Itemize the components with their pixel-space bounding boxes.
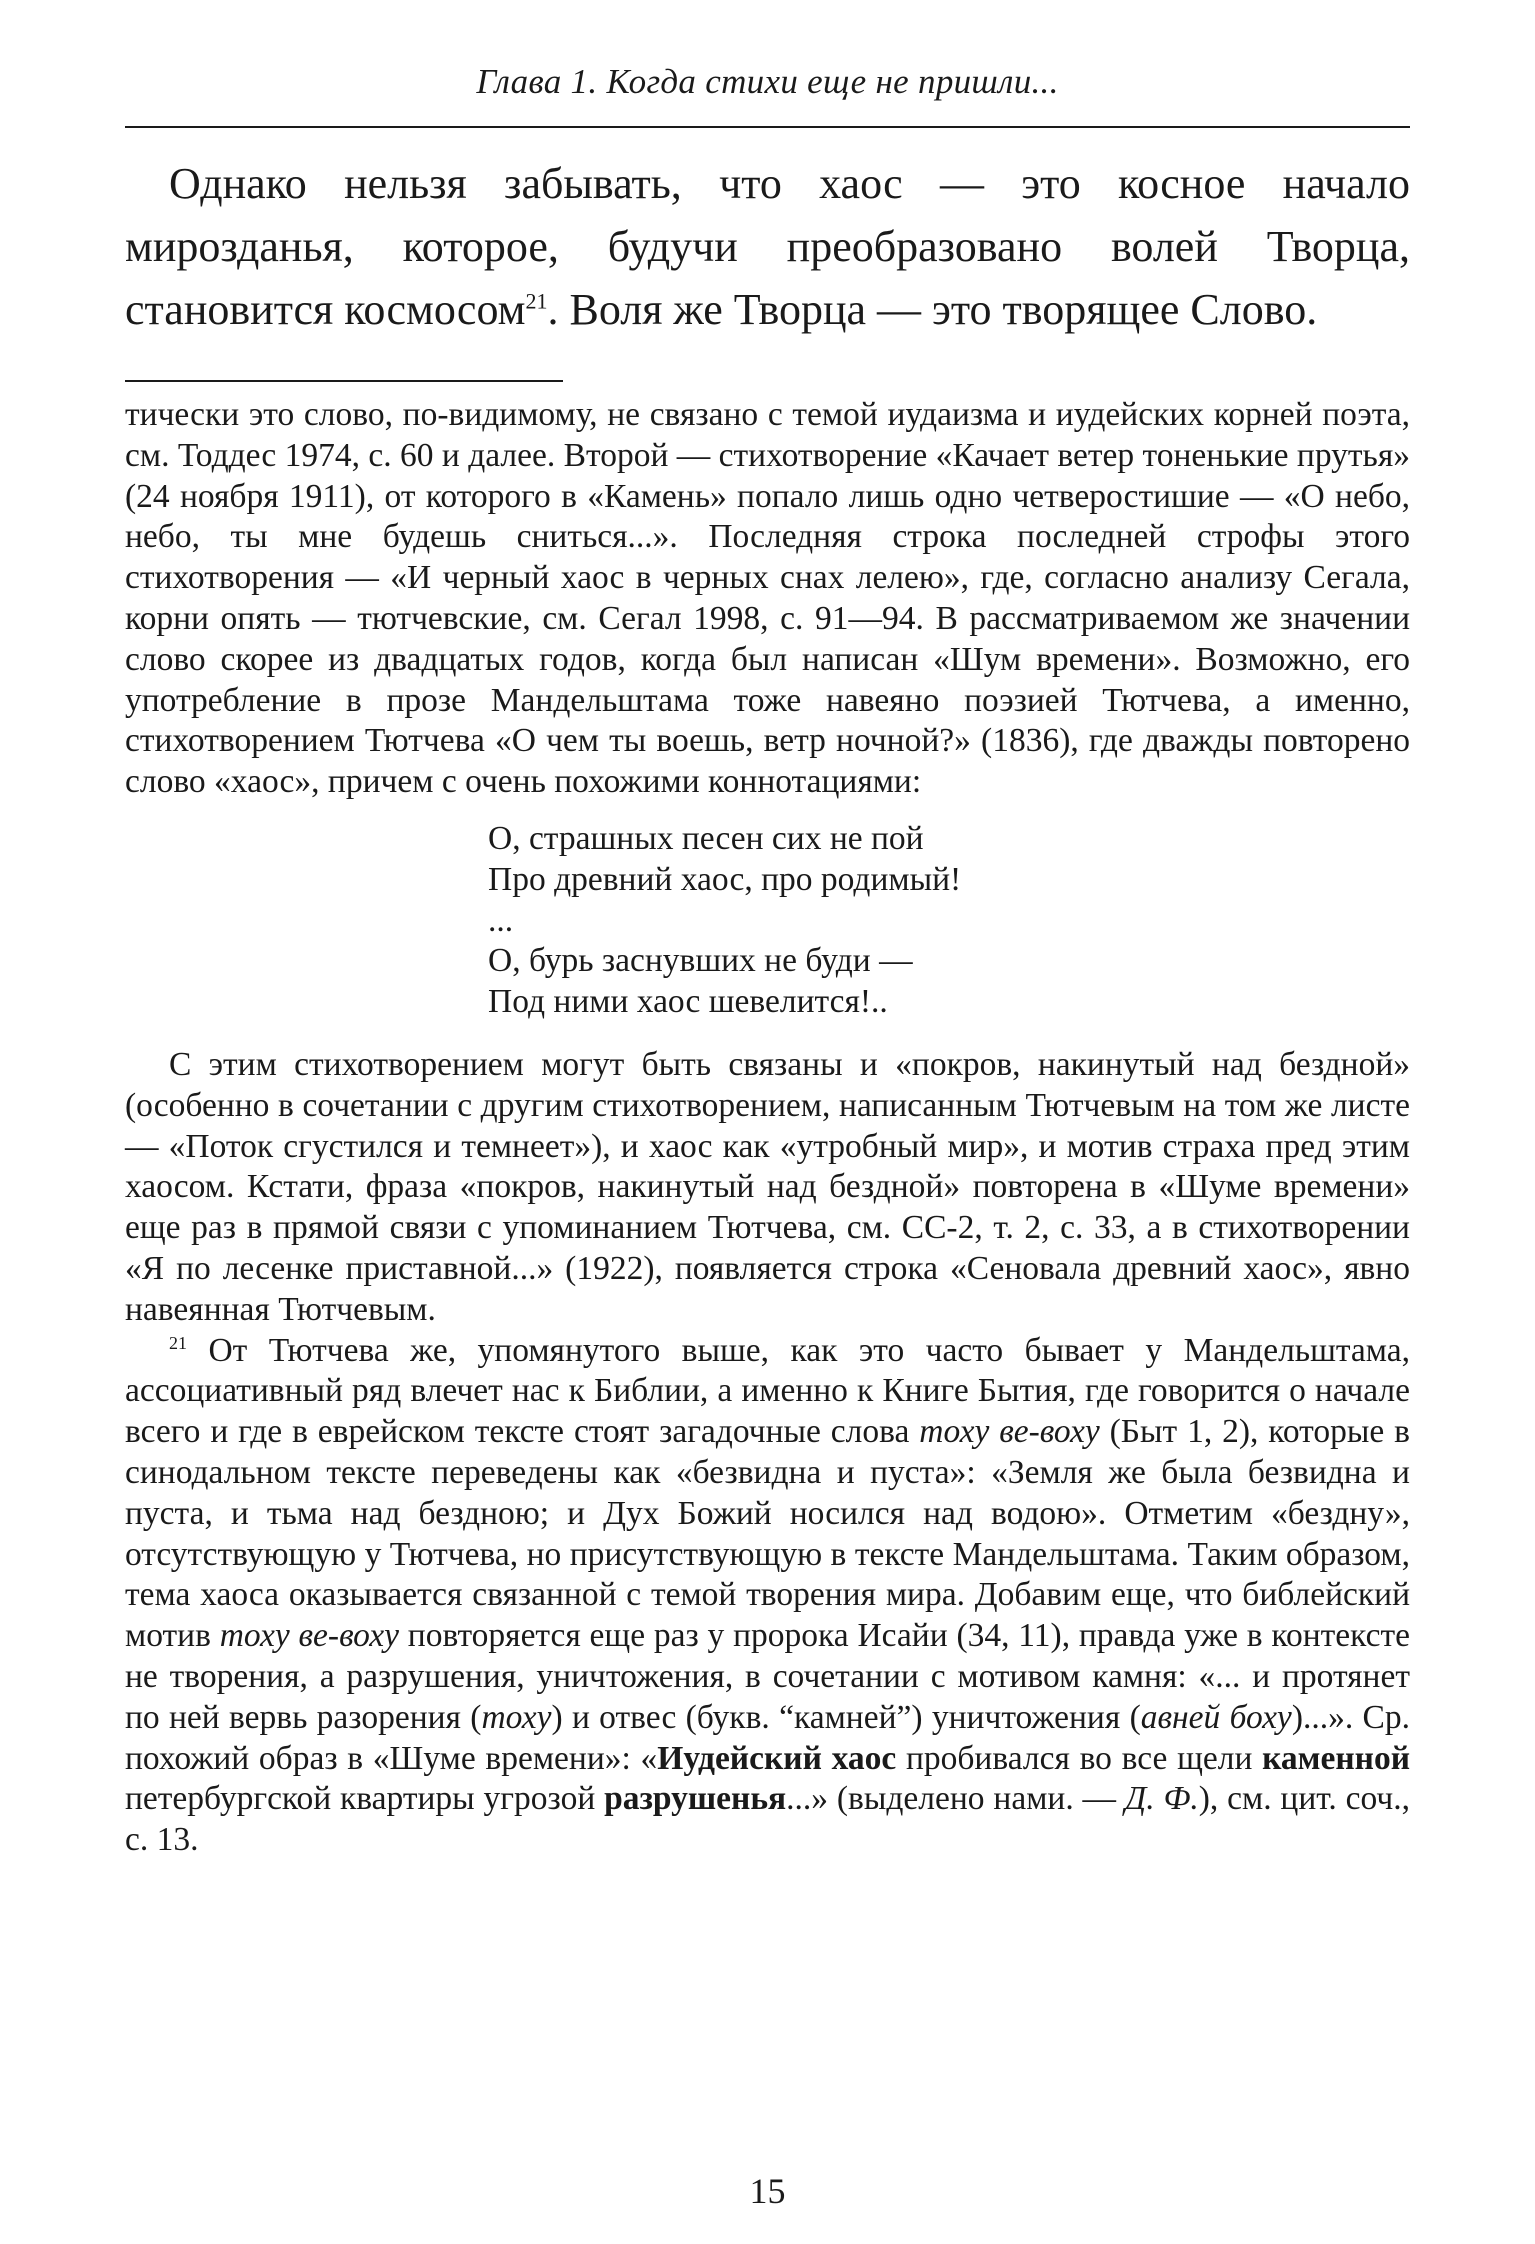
footnote-continuation-paragraph: тически это слово, по-видимому, не связано с темой иудаизма и иудейских корней поэта, см. Тоддес 1974, с. 60 и далее. Второй — стихотворение «Качает ветер тоненькие прутья» (24 ноября 1911), от которого в «Камень» попало лишь одно четверостишие — «О небо, небо, ты мне будешь сниться...». Последняя строка последней строфы этого стихотворения — «И черный хаос в черных снах лелею», где, согласно анализу Сегала, корни опять — тютчевские, см. Сегал 1998, с. 91—94. В рассматриваемом же значении слово скорее из двадцатых годов, когда был написан «Шум времени». Возможно, его употребление в прозе Мандельштама тоже навеяно поэзией Тютчева, а именно, стихотворением Тютчева «О чем ты воешь, ветр ночной?» (1836), где дважды повторено слово «хаос», причем с очень похожими коннотациями: [125,396,1410,801]
hebrew-term: авней боху [1140,1698,1292,1736]
running-head: Глава 1. Когда стихи еще не пришли... [476,62,1059,101]
verse-line: Про древний хаос, про родимый! [488,860,962,898]
header-rule [125,126,1410,128]
footnote-21 [125,1331,1410,1861]
author-initials: Д. Ф. [1124,1780,1199,1818]
verse-quote [488,819,1410,1023]
footnote-reference: 21 [525,288,548,314]
hebrew-term: тоху ве-воху [919,1413,1100,1451]
main-text-part-2: . Воля же Творца — это творящее Слово. [547,285,1318,334]
footnote-continuation-paragraph-2: С этим стихотворением могут быть связаны и «покров, накинутый над бездной» (особенно в сочетании с другим стихотворением, написанным Тютчевым на том же листе — «Поток сгустился и темнеет»), и хаос как «утробный мир», и мотив страха пред этим хаосом. Кстати, фраза «покров, накинутый над бездной» повторена в «Шуме времени» еще раз в прямой связи с упоминанием Тютчева, см. СС-2, т. 2, с. 33, а в стихотворении «Я по лесенке приставной...» (1922), появляется строка «Сеновала древний хаос», явно навеянная Тютчевым. [125,1045,1410,1328]
main-text-paragraph [125,152,1410,341]
footnote-text: )...». Ср. похожий образ в «Шуме времени»: « [125,1698,1411,1777]
verse-ellipsis: ... [488,901,514,939]
footnote-text: ) и отвес (букв. “камней”) уничтожения ( [551,1698,1141,1736]
footnotes-block [125,395,1410,1861]
main-text-part-1: Однако нельзя забывать, что хаос — это косное начало мирозданья, которое, будучи преобразовано волей Творца, становится космосом [125,159,1410,334]
footnote-text: петербургской квартиры угрозой [125,1780,605,1818]
footnote-text: ...» (выделено нами. — [786,1780,1125,1818]
footnote-text: (Быт 1, 2), которые в синодальном тексте переведены как «безвидна и пуста»: «Земля же была безвидна и пуста, и тьма над бездною; и Дух Божий носился над водою». Отметим «бездну», отсутствующую у Тютчева, но присутствующую в тексте Мандельштама. Таким образом, тема хаоса оказывается связанной с темой творения мира. Добавим еще, что библейский мотив [125,1413,1410,1655]
emphasized-quote: разрушенья [604,1780,787,1818]
verse-line: О, бурь заснувших не буди — [488,942,913,980]
footnote-text: повторяется еще раз у пророка Исайи (34, 11), правда уже в контексте не творения, а разрушения, уничтожения, в сочетании с мотивом камня: «... и протянет по ней вервь разорения ( [125,1617,1410,1736]
footnote-text: ), см. цит. соч., с. 13. [125,1780,1410,1859]
footnote-text: пробивался во все щели [896,1739,1263,1777]
emphasized-quote: каменной [1262,1739,1411,1777]
footnote-text: От Тютчева же, упомянутого выше, как это часто бывает у Мандельштама, ассоциативный ряд влечет нас к Библии, а именно к Книге Бытия, где говорится о начале всего и где в еврейском тексте стоят загадочные слова [125,1331,1410,1451]
emphasized-quote: Иудейский хаос [657,1739,897,1777]
page-number: 15 [749,2171,786,2211]
verse-line: О, страшных песен сих не пой [488,819,924,857]
verse-line: Под ними хаос шевелится!.. [488,983,888,1021]
hebrew-term: тоху [481,1698,552,1736]
footnote-rule [125,380,563,382]
footnote-number: 21 [169,1332,187,1353]
hebrew-term: тоху ве-воху [219,1617,399,1655]
